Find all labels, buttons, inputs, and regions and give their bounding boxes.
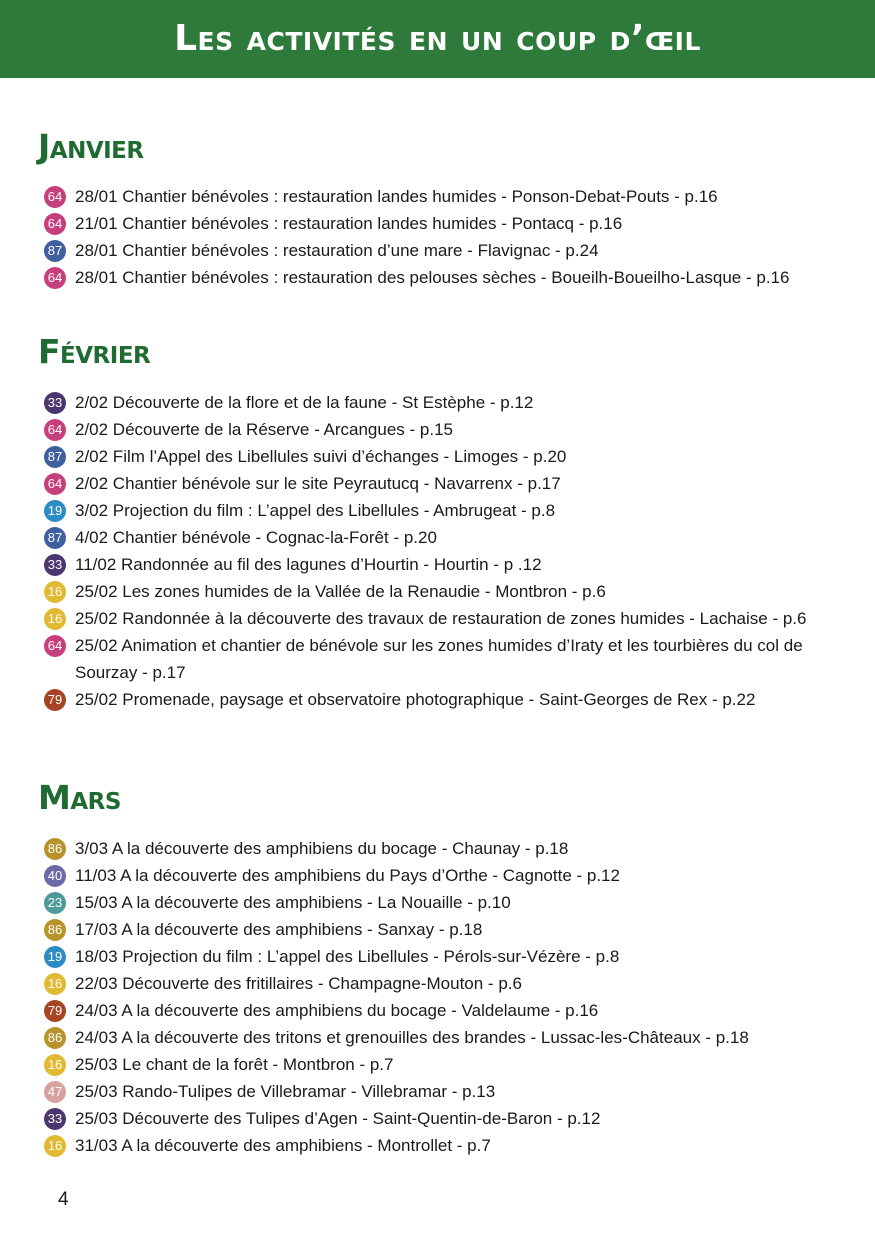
department-badge: 16	[44, 581, 66, 603]
event-text: 25/03 Découverte des Tulipes d’Agen - Saint-Quentin-de-Baron - p.12	[75, 1109, 601, 1128]
department-badge: 64	[44, 213, 66, 235]
department-badge: 79	[44, 1000, 66, 1022]
event-item	[38, 943, 838, 970]
department-badge: 23	[44, 892, 66, 914]
department-badge: 64	[44, 186, 66, 208]
event-text: 17/03 A la découverte des amphibiens - Sanxay - p.18	[75, 920, 483, 939]
month-section-janvier	[38, 127, 838, 291]
event-text: 2/02 Découverte de la flore et de la faune - St Estèphe - p.12	[75, 393, 534, 412]
event-text: 18/03 Projection du film : L’appel des Libellules - Pérols-sur-Vézère - p.8	[75, 947, 620, 966]
event-item	[38, 632, 838, 686]
event-item	[38, 416, 838, 443]
event-text: 28/01 Chantier bénévoles : restauration d’une mare - Flavignac - p.24	[75, 241, 599, 260]
event-text: 25/02 Promenade, paysage et observatoire photographique - Saint-Georges de Rex - p.22	[75, 690, 756, 709]
department-badge: 16	[44, 1054, 66, 1076]
event-item	[38, 497, 838, 524]
month-heading: Mars	[38, 778, 121, 817]
month-section-fevrier	[38, 332, 838, 713]
department-badge: 19	[44, 500, 66, 522]
event-item	[38, 1105, 838, 1132]
department-badge: 86	[44, 1027, 66, 1049]
event-item	[38, 1078, 838, 1105]
event-text: 22/03 Découverte des fritillaires - Champagne-Mouton - p.6	[75, 974, 522, 993]
title-banner	[0, 0, 875, 78]
page-title: Les activités en un coup d’œil	[174, 18, 701, 59]
department-badge: 86	[44, 919, 66, 941]
event-item	[38, 862, 838, 889]
event-text: 15/03 A la découverte des amphibiens - La Nouaille - p.10	[75, 893, 511, 912]
event-item	[38, 889, 838, 916]
event-item	[38, 997, 838, 1024]
event-list	[38, 389, 838, 713]
event-text: 21/01 Chantier bénévoles : restauration landes humides - Pontacq - p.16	[75, 214, 623, 233]
event-text: 2/02 Film l’Appel des Libellules suivi d’échanges - Limoges - p.20	[75, 447, 567, 466]
event-item	[38, 210, 838, 237]
event-item	[38, 578, 838, 605]
event-item	[38, 524, 838, 551]
event-item	[38, 835, 838, 862]
event-text: 25/02 Randonnée à la découverte des travaux de restauration de zones humides - Lachaise - p.6	[75, 609, 807, 628]
event-item	[38, 605, 838, 632]
department-badge: 33	[44, 554, 66, 576]
department-badge: 33	[44, 1108, 66, 1130]
event-text: 28/01 Chantier bénévoles : restauration des pelouses sèches - Boueilh-Boueilho-Lasque - p.16	[75, 268, 790, 287]
event-text: 25/03 Le chant de la forêt - Montbron - p.7	[75, 1055, 394, 1074]
department-badge: 19	[44, 946, 66, 968]
department-badge: 47	[44, 1081, 66, 1103]
event-item	[38, 686, 838, 713]
event-text: 31/03 A la découverte des amphibiens - Montrollet - p.7	[75, 1136, 491, 1155]
event-text: 3/02 Projection du film : L’appel des Libellules - Ambrugeat - p.8	[75, 501, 556, 520]
event-text: 11/03 A la découverte des amphibiens du Pays d’Orthe - Cagnotte - p.12	[75, 866, 620, 885]
department-badge: 87	[44, 240, 66, 262]
event-text: 2/02 Découverte de la Réserve - Arcangues - p.15	[75, 420, 453, 439]
event-text: 28/01 Chantier bénévoles : restauration landes humides - Ponson-Debat-Pouts - p.16	[75, 187, 718, 206]
event-text: 2/02 Chantier bénévole sur le site Peyrautucq - Navarrenx - p.17	[75, 474, 561, 493]
department-badge: 79	[44, 689, 66, 711]
department-badge: 16	[44, 973, 66, 995]
department-badge: 64	[44, 419, 66, 441]
department-badge: 86	[44, 838, 66, 860]
page-number: 4	[58, 1189, 69, 1210]
event-text: 3/03 A la découverte des amphibiens du bocage - Chaunay - p.18	[75, 839, 569, 858]
event-item	[38, 970, 838, 997]
event-text: 24/03 A la découverte des amphibiens du bocage - Valdelaume - p.16	[75, 1001, 599, 1020]
event-text: 25/03 Rando-Tulipes de Villebramar - Villebramar - p.13	[75, 1082, 496, 1101]
department-badge: 64	[44, 635, 66, 657]
event-item	[38, 551, 838, 578]
month-section-mars	[38, 778, 838, 1159]
event-item	[38, 183, 838, 210]
event-item	[38, 237, 838, 264]
month-heading: Janvier	[38, 127, 144, 166]
department-badge: 64	[44, 267, 66, 289]
event-item	[38, 443, 838, 470]
event-text: 4/02 Chantier bénévole - Cognac-la-Forêt - p.20	[75, 528, 437, 547]
event-text: 25/02 Animation et chantier de bénévole sur les zones humides d’Iraty et les tourbières du col de Sourzay - p.17	[75, 636, 803, 682]
event-item	[38, 470, 838, 497]
event-item	[38, 264, 838, 291]
event-item	[38, 1024, 838, 1051]
event-item	[38, 389, 838, 416]
event-item	[38, 916, 838, 943]
month-heading: Février	[38, 332, 151, 371]
event-item	[38, 1132, 838, 1159]
event-list	[38, 183, 838, 291]
event-list	[38, 835, 838, 1159]
event-item	[38, 1051, 838, 1078]
department-badge: 87	[44, 527, 66, 549]
department-badge: 16	[44, 608, 66, 630]
department-badge: 64	[44, 473, 66, 495]
department-badge: 87	[44, 446, 66, 468]
department-badge: 40	[44, 865, 66, 887]
event-text: 25/02 Les zones humides de la Vallée de la Renaudie - Montbron - p.6	[75, 582, 606, 601]
event-text: 24/03 A la découverte des tritons et grenouilles des brandes - Lussac-les-Châteaux - p.18	[75, 1028, 749, 1047]
event-text: 11/02 Randonnée au fil des lagunes d’Hourtin - Hourtin - p .12	[75, 555, 542, 574]
department-badge: 33	[44, 392, 66, 414]
department-badge: 16	[44, 1135, 66, 1157]
